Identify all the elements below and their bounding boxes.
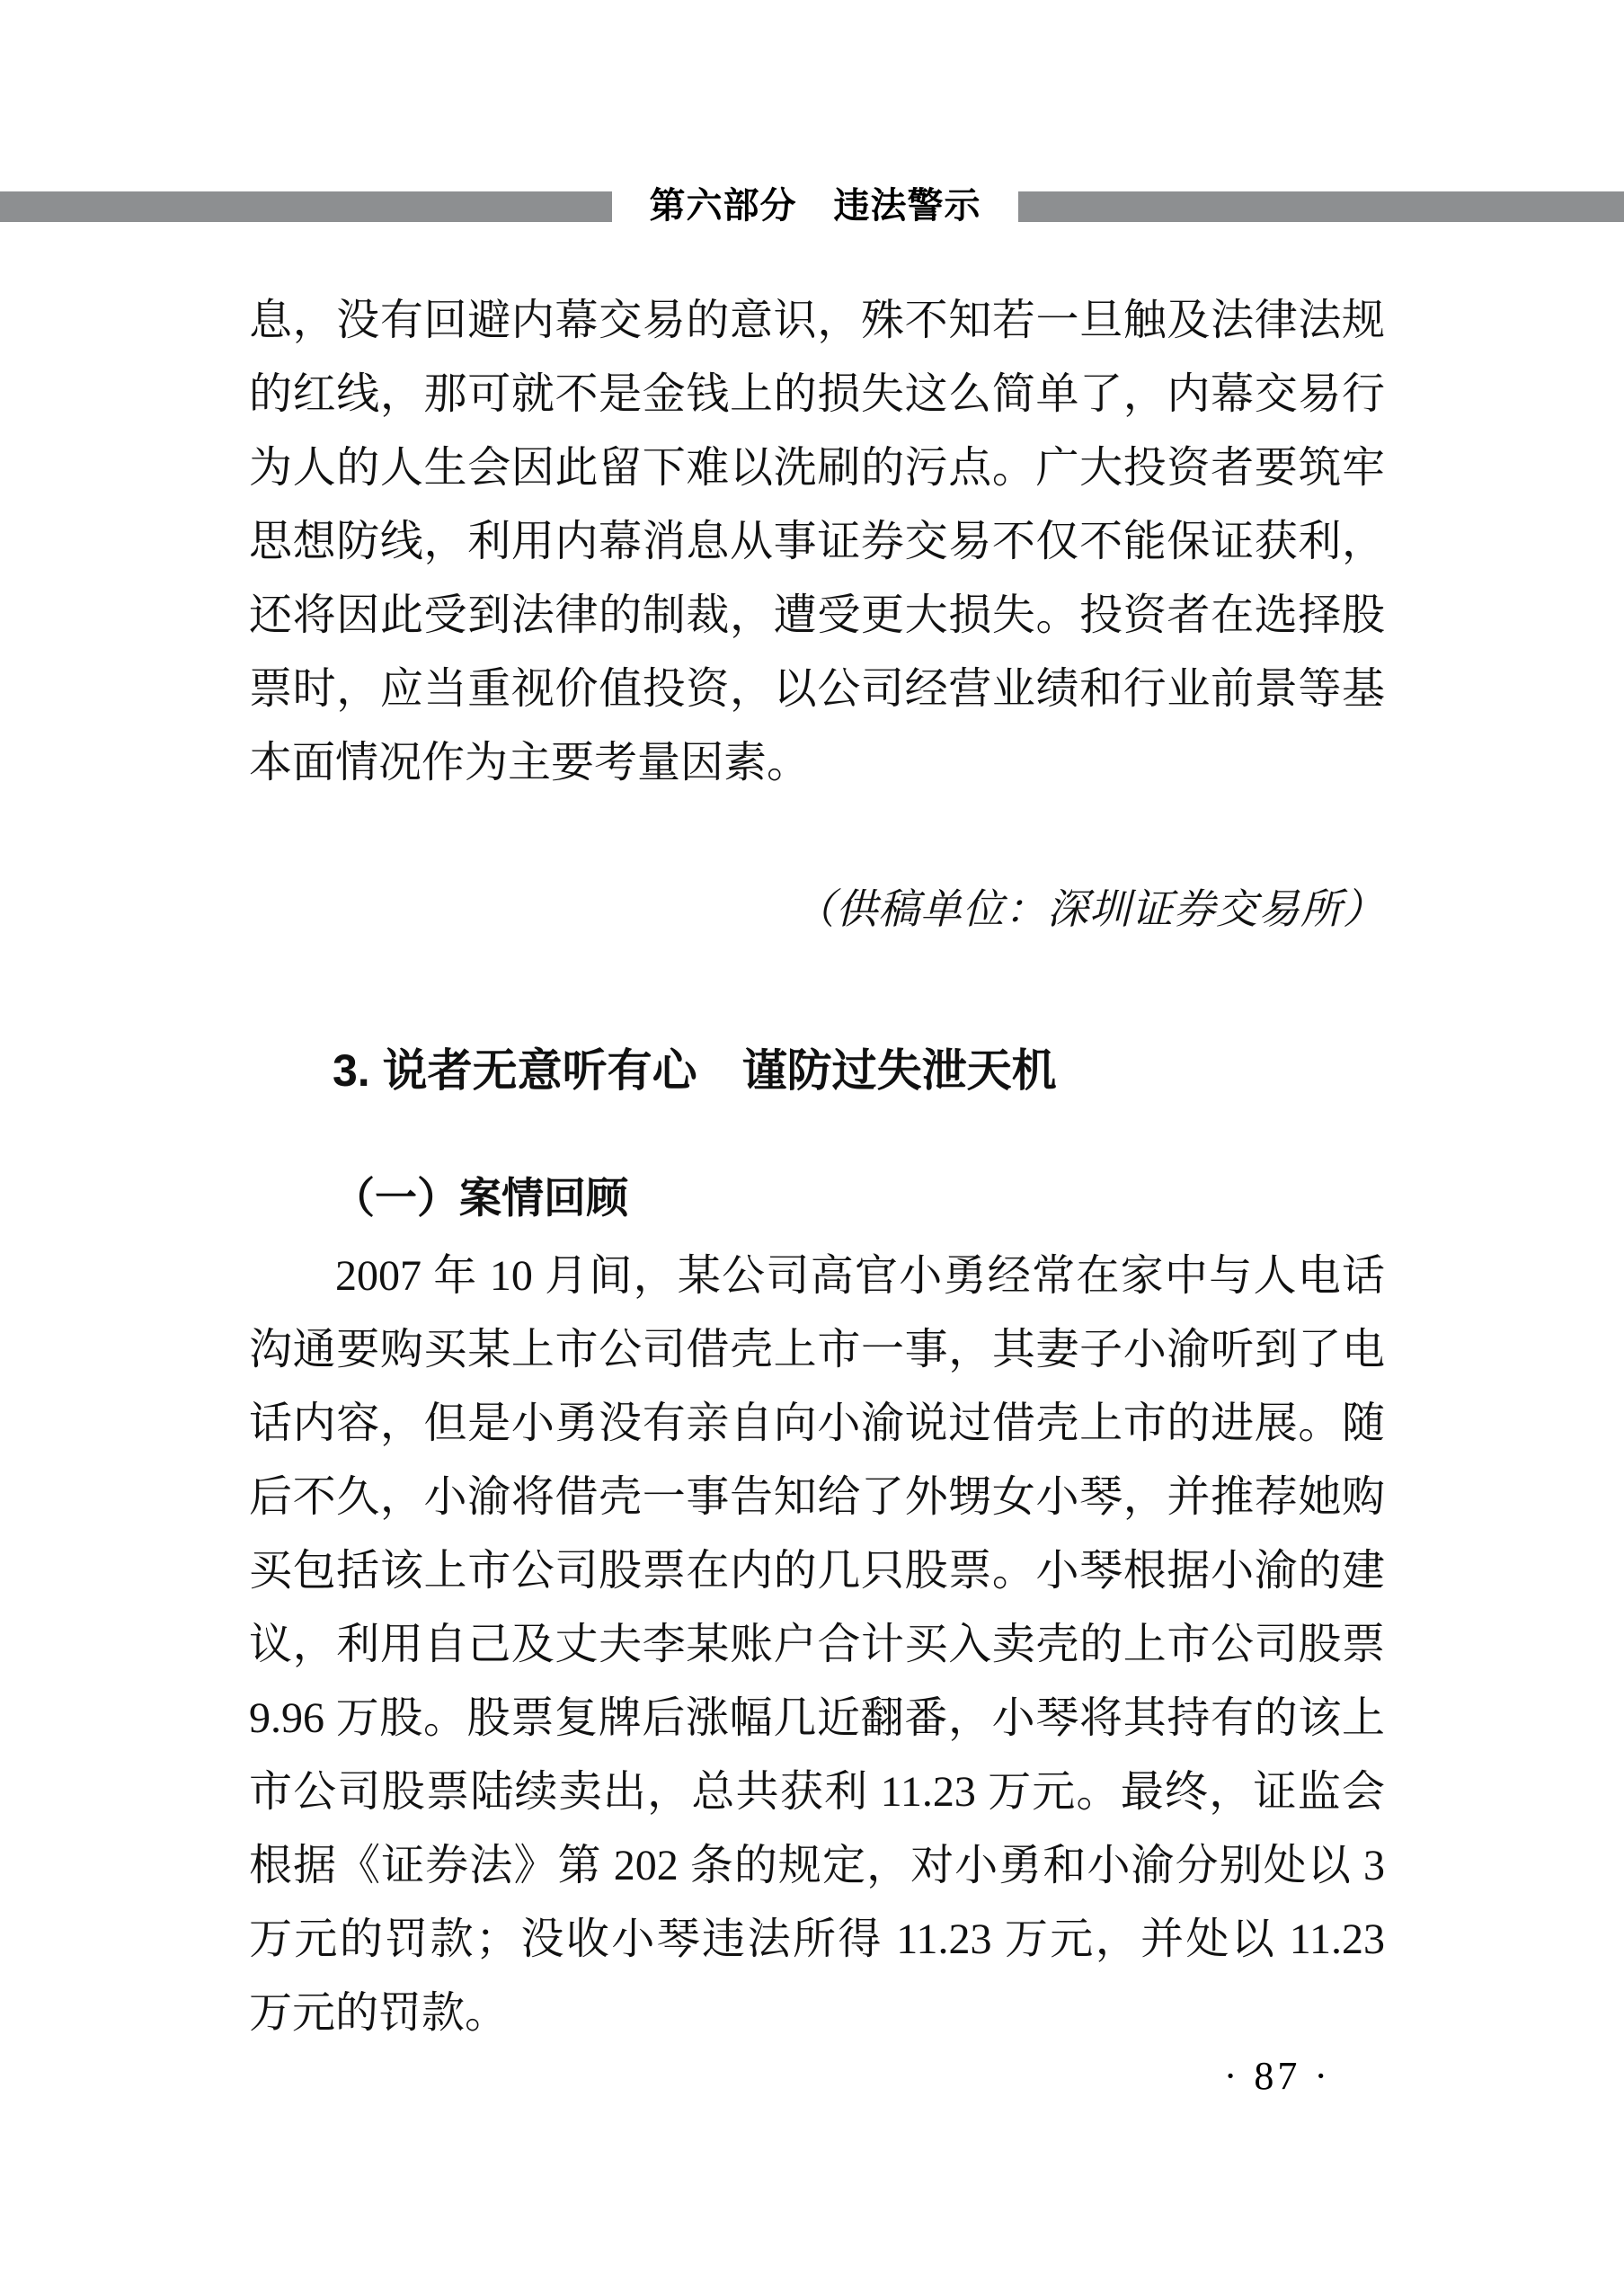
attribution-line: （供稿单位：深圳证券交易所）: [794, 886, 1385, 932]
running-header-title: 第六部分 违法警示: [649, 186, 981, 226]
subsection-heading: （一）案情回顾: [333, 1174, 628, 1222]
header-divider-bar-right: [1018, 191, 1624, 222]
case-paragraph: 2007 年 10 月间，某公司高官小勇经常在家中与人电话沟通要购买某上市公司借壳上市一事，其妻子小渝听到了电话内容，但是小勇没有亲自向小渝说过借壳上市的进展。随后不久，小渝将借壳一事告知给了外甥女小琴，并推荐她购买包括该上市公司股票在内的几只股票。小琴根据小渝的建议，利用自己及丈夫李某账户合计买入卖壳的上市公司股票 9.96 万股。股票复牌后涨幅几近翻番，小琴将其持有的该上市公司股票陆续卖出，总共获利 11.23 万元。最终，证监会根据《证券法》第 202 条的规定，对小勇和小渝分别处以 3 万元的罚款；没收小琴违法所得 11.23 万元，并处以 11.23 万元的罚款。: [249, 1252, 1385, 2037]
header-divider-bar-left: [0, 191, 612, 222]
paragraph-continuation: 息，没有回避内幕交易的意识，殊不知若一旦触及法律法规的红线，那可就不是金钱上的损失这么简单了，内幕交易行为人的人生会因此留下难以洗刷的污点。广大投资者要筑牢思想防线，利用内幕消息从事证券交易不仅不能保证获利，还将因此受到法律的制裁，遭受更大损失。投资者在选择股票时，应当重视价值投资，以公司经营业绩和行业前景等基本面情况作为主要考量因素。: [249, 297, 1385, 787]
case-paragraph-wrap: [249, 1240, 1385, 2050]
section-heading: 3. 说者无意听有心 谨防过失泄天机: [333, 1045, 1057, 1096]
page-number: · 87 ·: [1223, 2054, 1331, 2098]
